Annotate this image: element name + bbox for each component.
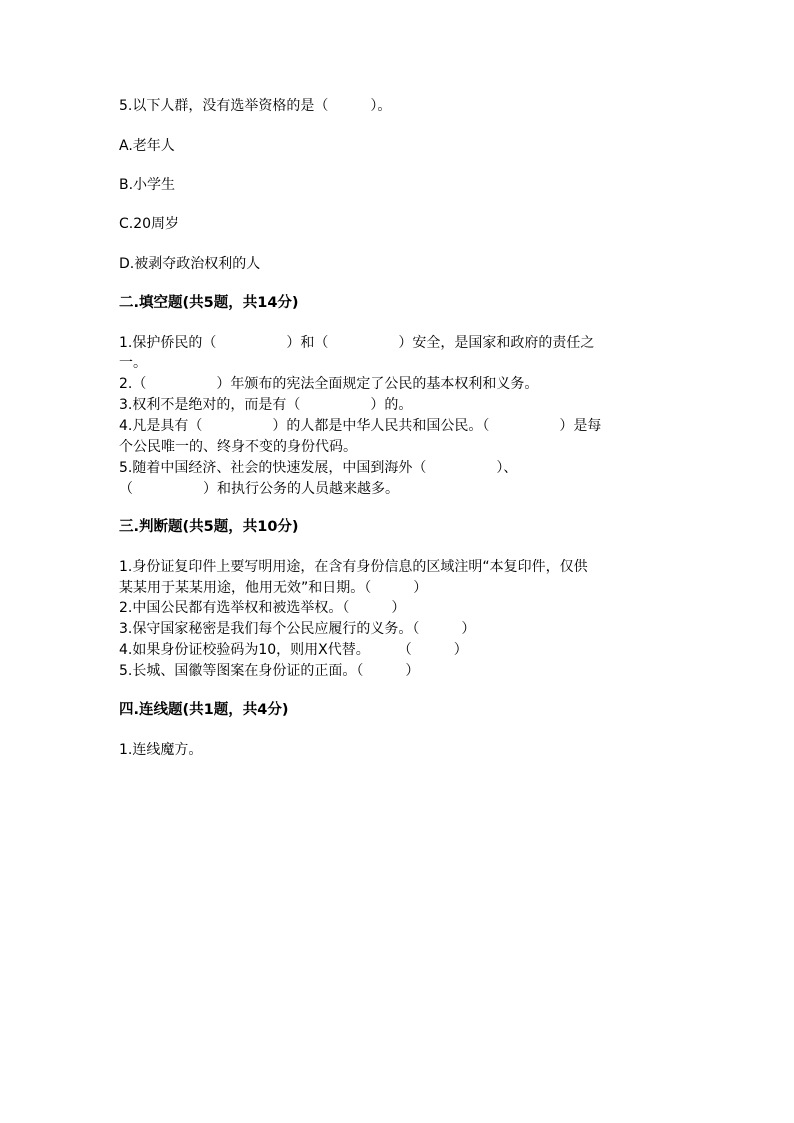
fill-in-line-4: 3.权利不是绝对的，而是有（ ）的。	[119, 397, 413, 413]
fill-in-line-6: 个公民唯一的、终身不变的身份代码。	[119, 439, 357, 455]
true-false-line-5: 4.如果身份证校验码为10，则用X代替。 （ ）	[119, 642, 468, 658]
fill-in-line-8: （ ）和执行公务的人员越来越多。	[119, 481, 399, 497]
option-a: A.老年人	[119, 138, 175, 154]
fill-in-line-3: 2.（ ）年颁布的宪法全面规定了公民的基本权利和义务。	[119, 376, 539, 392]
question-5-stem: 5.以下人群，没有选举资格的是（ ）。	[119, 98, 392, 114]
section-true-false-heading: 三.判断题(共5题，共10分)	[119, 519, 299, 535]
true-false-line-1: 1.身份证复印件上要写明用途，在含有身份信息的区域注明“本复印件，仅供	[119, 559, 588, 575]
true-false-line-4: 3.保守国家秘密是我们每个公民应履行的义务。（ ）	[119, 621, 476, 637]
fill-in-line-5: 4.凡是具有（ ）的人都是中华人民共和国公民。（ ）是每	[119, 418, 602, 434]
section-fill-in-heading: 二.填空题(共5题，共14分)	[119, 295, 299, 311]
option-c: C.20周岁	[119, 216, 180, 232]
matching-line-1: 1.连线魔方。	[119, 742, 203, 758]
option-d: D.被剥夺政治权利的人	[119, 256, 261, 272]
true-false-line-2: 某某用于某某用途，他用无效”和日期。（ ）	[119, 580, 428, 596]
true-false-line-3: 2.中国公民都有选举权和被选举权。（ ）	[119, 600, 406, 616]
true-false-line-6: 5.长城、国徽等图案在身份证的正面。（ ）	[119, 663, 420, 679]
fill-in-line-1: 1.保护侨民的（ ）和（ ）安全，是国家和政府的责任之	[119, 335, 595, 351]
section-matching-heading: 四.连线题(共1题，共4分)	[119, 702, 289, 718]
fill-in-line-2: 一。	[119, 355, 147, 371]
fill-in-line-7: 5.随着中国经济、社会的快速发展，中国到海外（ ）、	[119, 460, 518, 476]
option-b: B.小学生	[119, 177, 176, 193]
